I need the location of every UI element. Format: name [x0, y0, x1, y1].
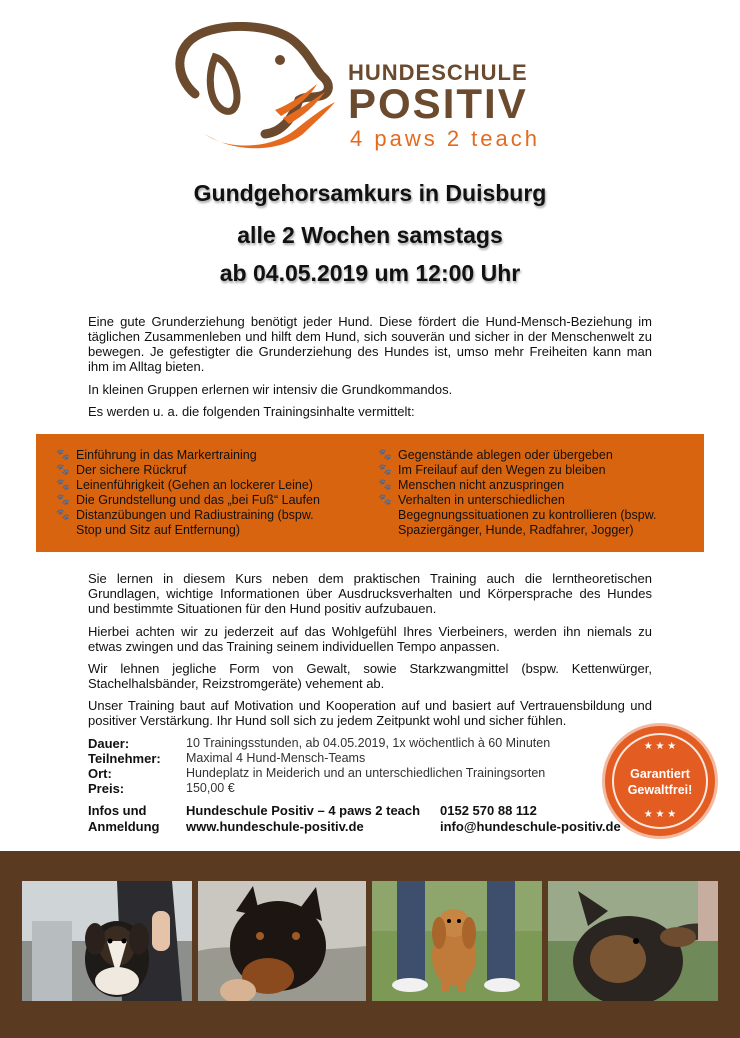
- list-item: 🐾 Distanzübungen und Radiustraining (bspw. Stop und Sitz auf Entfernung): [56, 508, 314, 537]
- paw-icon: 🐾: [56, 509, 70, 521]
- dog-photo-bernese-puppy: [22, 881, 192, 1001]
- intro-paragraph-2: In kleinen Gruppen erlernen wir intensiv die Grundkommandos.: [88, 382, 453, 397]
- list-item: 🐾 Menschen nicht anzuspringen: [378, 478, 565, 492]
- detail-value-location: Hundeplatz in Meiderich und an unterschiedlichen Trainingsorten: [186, 766, 546, 780]
- list-item: 🐾 Im Freilauf auf den Wegen zu bleiben: [378, 463, 606, 477]
- logo-icon: [165, 22, 340, 152]
- body-paragraph-3: Wir lehnen jegliche Form von Gewalt, sowie Starkzwangmittel (bspw. Kettenwürger, Stachelhalsbänder, Reizstromgeräte) vehement ab.: [88, 661, 652, 691]
- contact-label-line1: Infos und: [88, 803, 147, 818]
- brand-name-line2: POSITIV: [348, 80, 528, 127]
- detail-value-participants: Maximal 4 Hund-Mensch-Teams: [186, 751, 366, 765]
- body-paragraph-2: Hierbei achten wir zu jederzeit auf das Wohlgefühl Ihres Vierbeiners, werden ihn niemals zu etwas zwingen und das Training seinem individuellen Tempo anpassen.: [88, 624, 652, 654]
- headline-course: Gundgehorsamkurs in Duisburg: [193, 180, 547, 206]
- dog-photo-shepherd-mix: [548, 881, 718, 1001]
- list-item: 🐾 Verhalten in unterschiedlichen Begegnungssituationen zu kontrollieren (bspw. Spaziergänger, Hunde, Radfahrer, Jogger): [378, 493, 657, 537]
- training-contents-box: [36, 434, 704, 552]
- contact-email-link[interactable]: info@hundeschule-positiv.de: [440, 819, 621, 834]
- detail-label-location: Ort:: [88, 766, 112, 781]
- brand-tagline: 4 paws 2 teach: [350, 126, 540, 151]
- dog-photo-dobermann: [198, 881, 366, 1001]
- detail-value-price: 150,00 €: [186, 781, 235, 795]
- list-item: 🐾 Die Grundstellung und das „bei Fuß“ Laufen: [56, 493, 320, 507]
- body-paragraph-4: Unser Training baut auf Motivation und Kooperation auf und basiert auf Vertrauensbildung und positiver Verstärkung. Ihr Hund soll sich zu jedem Zeitpunkt wohl und sicher fühlen.: [88, 698, 652, 728]
- list-item: 🐾 Der sichere Rückruf: [56, 463, 187, 477]
- headline-schedule: alle 2 Wochen samstags: [237, 222, 503, 248]
- badge-text-line1: Garantiert: [630, 767, 690, 781]
- training-list-right: [378, 448, 698, 538]
- body-paragraph-1: Sie lernen in diesem Kurs neben dem praktischen Training auch die lerntheoretischen Grundlagen, wichtige Informationen über Ausdrucksverhalten und Körpersprache des Hundes und bestimmte Situationen für den Hund positiv aufzubauen.: [88, 571, 652, 616]
- contact-website-link[interactable]: www.hundeschule-positiv.de: [186, 819, 364, 834]
- detail-label-price: Preis:: [88, 781, 125, 796]
- guarantee-badge: [605, 726, 715, 836]
- paw-icon: 🐾: [378, 464, 392, 476]
- intro-paragraph-3: Es werden u. a. die folgenden Trainingsinhalte vermittelt:: [88, 404, 415, 419]
- paw-icon: 🐾: [56, 479, 70, 491]
- intro-paragraph-1: Eine gute Grunderziehung benötigt jeder Hund. Diese fördert die Hund-Mensch-Beziehung im täglichen Zusammenleben und hilft dem Hund, sich souverän und sicher in der Menschenwelt zu bewegen. Je gefestigter die Grunderziehung des Hundes ist, umso mehr Freiheiten kann man ihm im Alltag bieten.: [88, 314, 652, 374]
- paw-icon: 🐾: [378, 494, 392, 506]
- star-icon: ★ ★ ★: [643, 809, 677, 820]
- contact-school-name: Hundeschule Positiv – 4 paws 2 teach: [186, 803, 421, 818]
- detail-label-participants: Teilnehmer:: [88, 751, 161, 766]
- badge-text-line2: Gewaltfrei!: [627, 783, 693, 797]
- dog-photo-cocker-puppy: [372, 881, 542, 1001]
- paw-icon: 🐾: [56, 449, 70, 461]
- brand-name-line1: HUNDESCHULE: [348, 60, 528, 85]
- headline-start-date: ab 04.05.2019 um 12:00 Uhr: [219, 260, 521, 286]
- list-item: 🐾 Einführung in das Markertraining: [56, 448, 257, 462]
- detail-value-duration: 10 Trainingsstunden, ab 04.05.2019, 1x wöchentlich à 60 Minuten: [186, 736, 551, 750]
- paw-icon: 🐾: [378, 479, 392, 491]
- training-list-left: [56, 448, 376, 538]
- list-item: 🐾 Gegenstände ablegen oder übergeben: [378, 448, 613, 462]
- paw-icon: 🐾: [378, 449, 392, 461]
- paw-icon: 🐾: [56, 494, 70, 506]
- contact-label-line2: Anmeldung: [88, 819, 160, 834]
- star-icon: ★ ★ ★: [643, 741, 677, 752]
- list-item: 🐾 Leinenführigkeit (Gehen an lockerer Leine): [56, 478, 313, 492]
- paw-icon: 🐾: [56, 464, 70, 476]
- detail-label-duration: Dauer:: [88, 736, 130, 751]
- contact-phone[interactable]: 0152 570 88 112: [440, 803, 537, 818]
- footer-photo-strip: [0, 851, 740, 1038]
